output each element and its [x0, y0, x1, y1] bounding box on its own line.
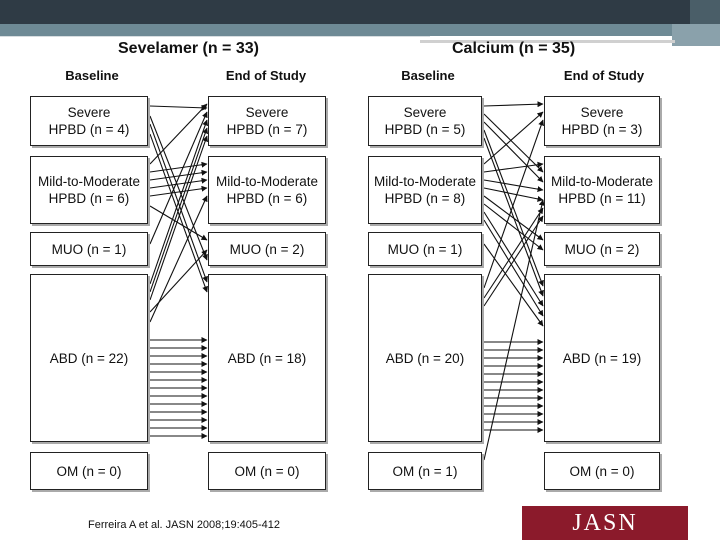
calcium-title: Calcium (n = 35) — [452, 40, 576, 57]
calcium-end-severe-hpbd: Severe HPBD (n = 3) — [544, 96, 660, 146]
sevelamer-transition-arrow — [150, 112, 207, 244]
sevelamer-baseline-severe-hpbd: Severe HPBD (n = 4) — [30, 96, 148, 146]
calcium-transition-arrow — [484, 164, 543, 172]
calcium-end-om: OM (n = 0) — [544, 452, 660, 490]
sevelamer-end-muo: MUO (n = 2) — [208, 232, 326, 266]
sevelamer-baseline-om: OM (n = 0) — [30, 452, 148, 490]
calcium-end-muo: MUO (n = 2) — [544, 232, 660, 266]
calcium-baseline-severe-hpbd: Severe HPBD (n = 5) — [368, 96, 482, 146]
calcium-transition-arrow — [484, 138, 543, 296]
sevelamer-baseline-header: Baseline — [65, 68, 119, 83]
sevelamer-end-severe-hpbd: Severe HPBD (n = 7) — [208, 96, 326, 146]
calcium-transition-arrow — [484, 112, 543, 164]
calcium-transition-arrow — [484, 104, 543, 106]
calcium-transition-arrow — [484, 114, 543, 172]
sevelamer-transition-arrow — [150, 116, 207, 260]
calcium-baseline-muo: MUO (n = 1) — [368, 232, 482, 266]
calcium-end-header: End of Study — [563, 68, 645, 83]
sevelamer-baseline-mild-hpbd: Mild-to-Moderate HPBD (n = 6) — [30, 156, 148, 224]
calcium-transition-arrow — [484, 200, 543, 460]
calcium-baseline-mild-hpbd: Mild-to-Moderate HPBD (n = 8) — [368, 156, 482, 224]
citation: Ferreira A et al. JASN 2008;19:405-412 — [88, 519, 281, 531]
sevelamer-end-header: End of Study — [225, 68, 307, 83]
sevelamer-end-abd: ABD (n = 18) — [208, 274, 326, 442]
sevelamer-transition-arrow — [150, 164, 207, 172]
calcium-baseline-header: Baseline — [401, 68, 455, 83]
calcium-transition-arrow — [484, 180, 543, 190]
calcium-transition-arrow — [484, 188, 543, 200]
sevelamer-baseline-muo: MUO (n = 1) — [30, 232, 148, 266]
sevelamer-transition-arrow — [150, 136, 207, 300]
calcium-end-mild-hpbd: Mild-to-Moderate HPBD (n = 11) — [544, 156, 660, 224]
sevelamer-title: Sevelamer (n = 33) — [118, 40, 259, 57]
calcium-baseline-abd: ABD (n = 20) — [368, 274, 482, 442]
sevelamer-end-mild-hpbd: Mild-to-Moderate HPBD (n = 6) — [208, 156, 326, 224]
jasn-logo: JASN — [522, 506, 688, 540]
calcium-transition-arrow — [484, 220, 543, 316]
calcium-baseline-om: OM (n = 1) — [368, 452, 482, 490]
sevelamer-transition-arrow — [150, 106, 207, 108]
sevelamer-baseline-abd: ABD (n = 22) — [30, 274, 148, 442]
sevelamer-end-om: OM (n = 0) — [208, 452, 326, 490]
calcium-end-abd: ABD (n = 19) — [544, 274, 660, 442]
sevelamer-transition-arrow — [150, 104, 207, 164]
